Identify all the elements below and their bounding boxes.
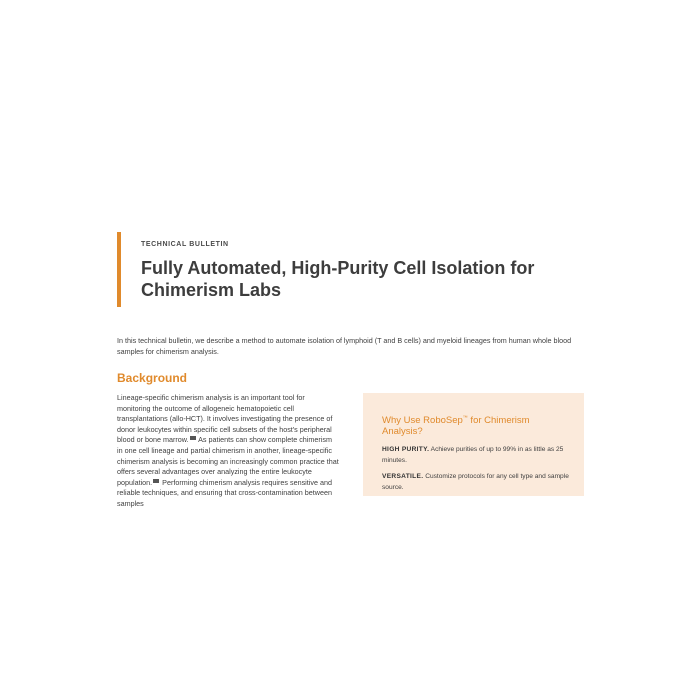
- reference-marker: [190, 436, 196, 440]
- feature-text: Achieve purities of up to 99% in as little as 25 minutes.: [382, 446, 564, 464]
- section-heading-background: Background: [117, 371, 188, 385]
- background-text-2: As patients can show complete chimerism in one cell lineage and partial chimerism in another, lineage-specific chimerism analysis is becoming an increasingly common practice that offers several advantages over analyzing the entire leukocyte population.: [117, 435, 339, 487]
- callout-box: [363, 393, 584, 496]
- feature-item: [382, 445, 570, 466]
- page-title: Fully Automated, High-Purity Cell Isolation for Chimerism Labs: [141, 258, 535, 300]
- background-text-1: Lineage-specific chimerism analysis is an important tool for monitoring the outcome of allogeneic hematopoietic cell transplantations (allo-HCT). It involves investigating the presence of donor leukocytes within specific cell subsets of the host's peripheral blood or bone marrow.: [117, 393, 333, 445]
- callout-title: Why Use RoboSep™ for Chimerism Analysis?: [382, 415, 530, 438]
- intro-paragraph: In this technical bulletin, we describe a method to automate isolation of lymphoid (T and B cells) and myeloid lineages from human whole blood samples for chimerism analysis.: [117, 336, 572, 356]
- title-block: [117, 232, 597, 307]
- feature-item: [382, 472, 570, 493]
- feature-label: VERSATILE.: [382, 473, 424, 481]
- feature-label: HIGH PURITY.: [382, 446, 430, 454]
- feature-text: Customize protocols for any cell type and sample source.: [382, 473, 569, 491]
- document-type-label: TECHNICAL BULLETIN: [141, 241, 229, 248]
- background-body: [117, 393, 339, 508]
- reference-marker: [153, 479, 159, 483]
- background-text-3: Performing chimerism analysis requires sensitive and reliable techniques, and ensuring that cross-contamination between samples: [117, 477, 332, 508]
